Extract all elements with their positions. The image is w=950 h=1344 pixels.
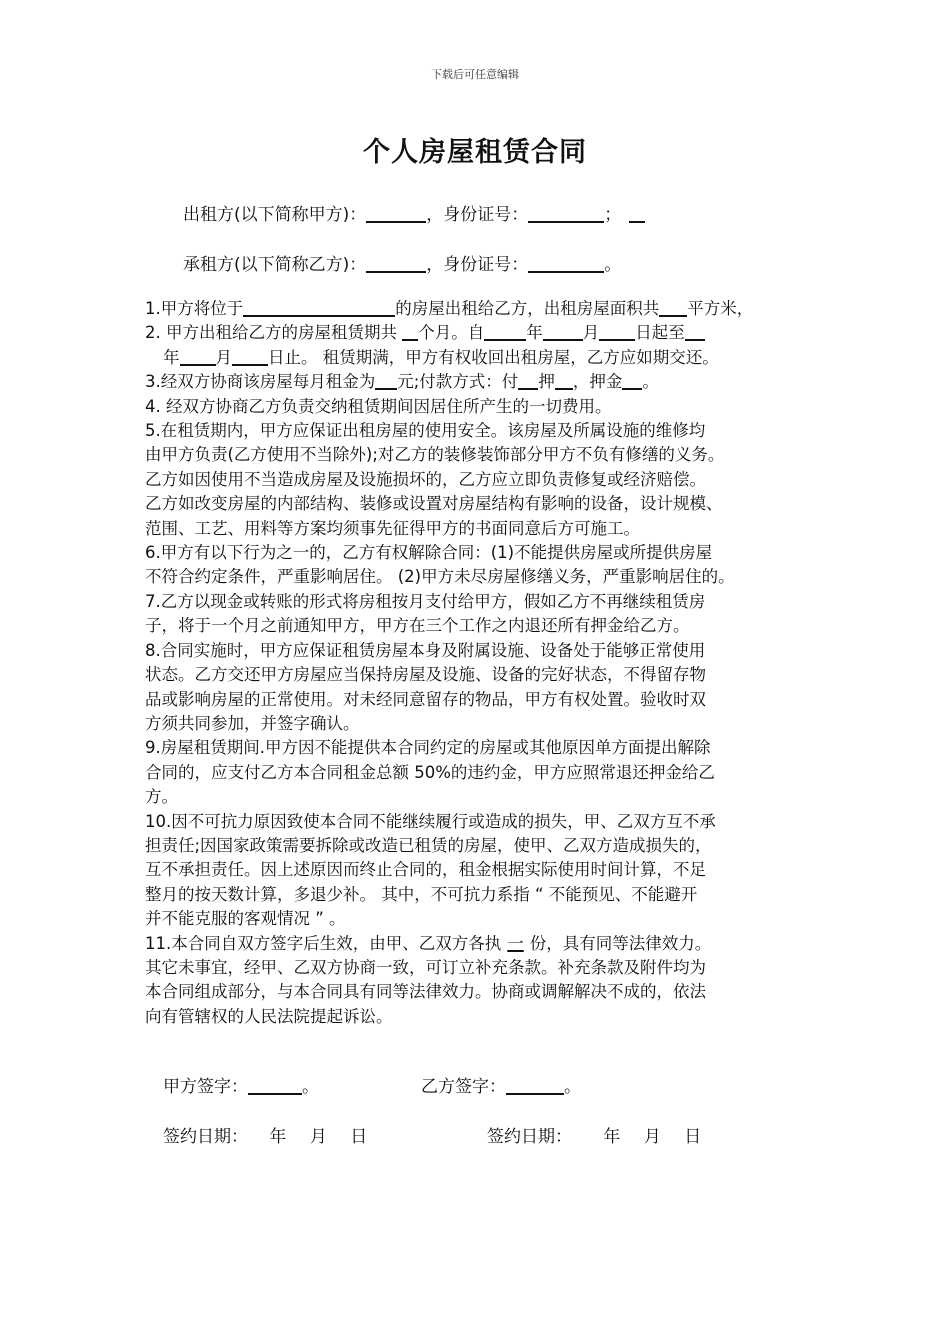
party-b-date-label: 签约日期： <box>487 1127 572 1147</box>
party-a-signature <box>163 1072 319 1097</box>
term-months-blank <box>402 323 418 342</box>
party-b-sign-tail: 。 <box>564 1077 581 1097</box>
lessor-line <box>183 200 645 225</box>
start-year-blank <box>484 323 526 342</box>
lessee-id-label: ，身份证号： <box>426 255 529 275</box>
clause-11-text-a: 11.本合同自双方签字后生效，由甲、乙双方各执 <box>145 933 502 953</box>
party-a-sign-blank <box>248 1076 302 1095</box>
clause-4: 4. 经双方协商乙方负责交纳租赁期间因居住所产生的一切费用。 <box>145 396 612 416</box>
location-blank <box>243 299 395 318</box>
lessee-name-blank <box>366 254 426 273</box>
clause-11-line-2: 其它未事宜，经甲、乙双方协商一致，可订立补充条款。补充条款及附件均为 <box>145 957 706 977</box>
clause-5-line-1: 5.在租赁期内，甲方应保证出租房屋的使用安全。该房屋及所属设施的维修均 <box>145 421 706 441</box>
clause-9-line-3: 方。 <box>145 787 178 807</box>
clause-5-line-2: 由甲方负责(乙方使用不当除外);对乙方的装修装饰部分甲方不负有修缮的义务。 <box>145 445 725 465</box>
party-a-date-month: 月 <box>309 1127 327 1147</box>
area-blank <box>659 299 687 318</box>
clause-2-text-e: 日起至 <box>635 323 685 343</box>
rent-blank <box>375 372 397 391</box>
party-b-signature <box>421 1072 581 1097</box>
party-a-date-year: 年 <box>269 1127 287 1147</box>
clause-2-text-a: 2. 甲方出租给乙方的房屋租赁期共 <box>145 323 403 343</box>
party-b-date <box>487 1122 701 1147</box>
lessor-id-label: ，身份证号： <box>426 205 529 225</box>
clause-1-text-b: 的房屋出租给乙方，出租房屋面积共 <box>395 299 660 318</box>
clause-6-line-2: 不符合约定条件，严重影响居住。 (2)甲方未尽房屋修缮义务，严重影响居住的。 <box>145 567 735 587</box>
clause-8-line-1: 8.合同实施时，甲方应保证租赁房屋本身及附属设施、设备处于能够正常使用 <box>145 640 706 660</box>
header-note: 下载后可任意编辑 <box>431 68 519 81</box>
clause-2-line-1 <box>145 321 815 345</box>
clause-10-line-5: 并不能克服的客观情况 ” 。 <box>145 909 346 929</box>
clause-2-text-h: 日止。 租赁期满，甲方有权收回出租房屋，乙方应如期交还。 <box>268 347 719 367</box>
clause-3-text-b: 元;付款方式：付 <box>397 372 519 392</box>
clause-9-line-1: 9.房屋租赁期间.甲方因不能提供本合同约定的房屋或其他原因单方面提出解除 <box>145 738 711 758</box>
clause-7-line-1: 7.乙方以现金或转账的形式将房租按月支付给甲方，假如乙方不再继续租赁房 <box>145 591 706 611</box>
lessor-tail: ； <box>604 205 622 225</box>
party-b-sign-label: 乙方签字： <box>421 1077 506 1097</box>
clause-6-line-1: 6.甲方有以下行为之一的，乙方有权解除合同：(1)不能提供房屋或所提供房屋 <box>145 543 713 563</box>
clause-5-line-4: 乙方如改变房屋的内部结构、装修或设置对房屋结构有影响的设备，设计规模、 <box>145 494 723 514</box>
party-a-date-label: 签约日期： <box>163 1127 248 1147</box>
clause-11-line-4: 向有管辖权的人民法院提起诉讼。 <box>145 1006 393 1026</box>
clause-2-line-2 <box>145 346 815 370</box>
party-a-sign-tail: 。 <box>302 1077 319 1097</box>
start-month-blank <box>543 323 583 342</box>
clause-1-text-a: 1.甲方将位于 <box>145 299 244 318</box>
start-day-blank <box>599 323 635 342</box>
lessor-id-blank <box>528 204 604 223</box>
party-a-date-day: 日 <box>350 1127 368 1147</box>
clause-10-line-2: 担责任;因国家政策需要拆除或改造已租赁的房屋，使甲、乙双方造成损失的， <box>145 835 712 855</box>
lessor-extra-blank <box>629 204 645 223</box>
deposit-blank <box>622 372 642 391</box>
clause-3-text-d: ，押金 <box>572 372 623 392</box>
clause-3-text-e: 。 <box>642 372 659 392</box>
clause-3-text-a: 3.经双方协商该房屋每月租金为 <box>145 372 376 392</box>
contract-clauses <box>145 297 815 1029</box>
clause-5-line-5: 范围、工艺、用料等方案均须事先征得甲方的书面同意后方可施工。 <box>145 518 640 538</box>
clause-8-line-4: 方须共同参加，并签字确认。 <box>145 713 360 733</box>
lessee-tail: 。 <box>604 255 622 275</box>
clause-2-text-g: 月 <box>215 347 232 367</box>
clause-8-line-3: 品或影响房屋的正常使用。对未经同意留存的物品，甲方有权处置。验收时双 <box>145 689 706 709</box>
copies-count: 一 <box>507 933 524 953</box>
deposit-count-blank <box>555 372 573 391</box>
lessee-label: 承租方(以下简称乙方)： <box>183 255 367 275</box>
end-month-blank <box>180 347 216 366</box>
clause-2-text-c: 年 <box>526 323 543 343</box>
clause-11-line-3: 本合同组成部分，与本合同具有同等法律效力。协商或调解解决不成的，依法 <box>145 982 706 1002</box>
party-b-date-year: 年 <box>603 1127 621 1147</box>
clause-7-line-2: 子，将于一个月之前通知甲方，甲方在三个工作之内退还所有押金给乙方。 <box>145 616 690 636</box>
clause-10-line-3: 互不承担责任。因上述原因而终止合同的，租金根据实际使用时间计算，不足 <box>145 860 706 880</box>
clause-8-line-2: 状态。乙方交还甲方房屋应当保持房屋及设施、设备的完好状态，不得留存物 <box>145 665 706 685</box>
lessee-id-blank <box>528 254 604 273</box>
clause-2-text-d: 月 <box>582 323 600 343</box>
clause-3-text-c: 押 <box>538 372 555 392</box>
party-b-sign-blank <box>506 1076 564 1095</box>
party-a-date <box>163 1122 367 1147</box>
clause-11-text-c: 份，具有同等法律效力。 <box>529 933 712 953</box>
end-day-blank <box>232 347 268 366</box>
party-a-sign-label: 甲方签字： <box>163 1077 248 1097</box>
clause-2-text-f: 年 <box>163 347 180 367</box>
document-title: 个人房屋租赁合同 <box>363 137 587 168</box>
lessor-name-blank <box>366 204 426 223</box>
clause-10-line-1: 10.因不可抗力原因致使本合同不能继续履行或造成的损失，甲、乙双方互不承 <box>145 811 716 831</box>
clause-10-line-4: 整月的按天数计算，多退少补。 其中，不可抗力系指 “ 不能预见、不能避开 <box>145 884 698 904</box>
party-b-date-month: 月 <box>643 1127 661 1147</box>
clause-2-text-b: 个月。自 <box>418 323 485 343</box>
party-b-date-day: 日 <box>684 1127 702 1147</box>
lessee-line <box>183 250 621 275</box>
end-year-blank <box>685 323 705 342</box>
lessor-label: 出租方(以下简称甲方)： <box>183 205 367 225</box>
clause-1 <box>145 297 815 321</box>
pay-blank <box>518 372 538 391</box>
clause-3 <box>145 370 815 394</box>
clause-9-line-2: 合同的，应支付乙方本合同租金总额 50%的违约金，甲方应照常退还押金给乙 <box>145 762 715 782</box>
clause-11-line-1 <box>145 932 815 956</box>
clause-5-line-3: 乙方如因使用不当造成房屋及设施损坏的，乙方应立即负责修复或经济赔偿。 <box>145 469 706 489</box>
clause-1-text-c: 平方米， <box>687 299 754 318</box>
